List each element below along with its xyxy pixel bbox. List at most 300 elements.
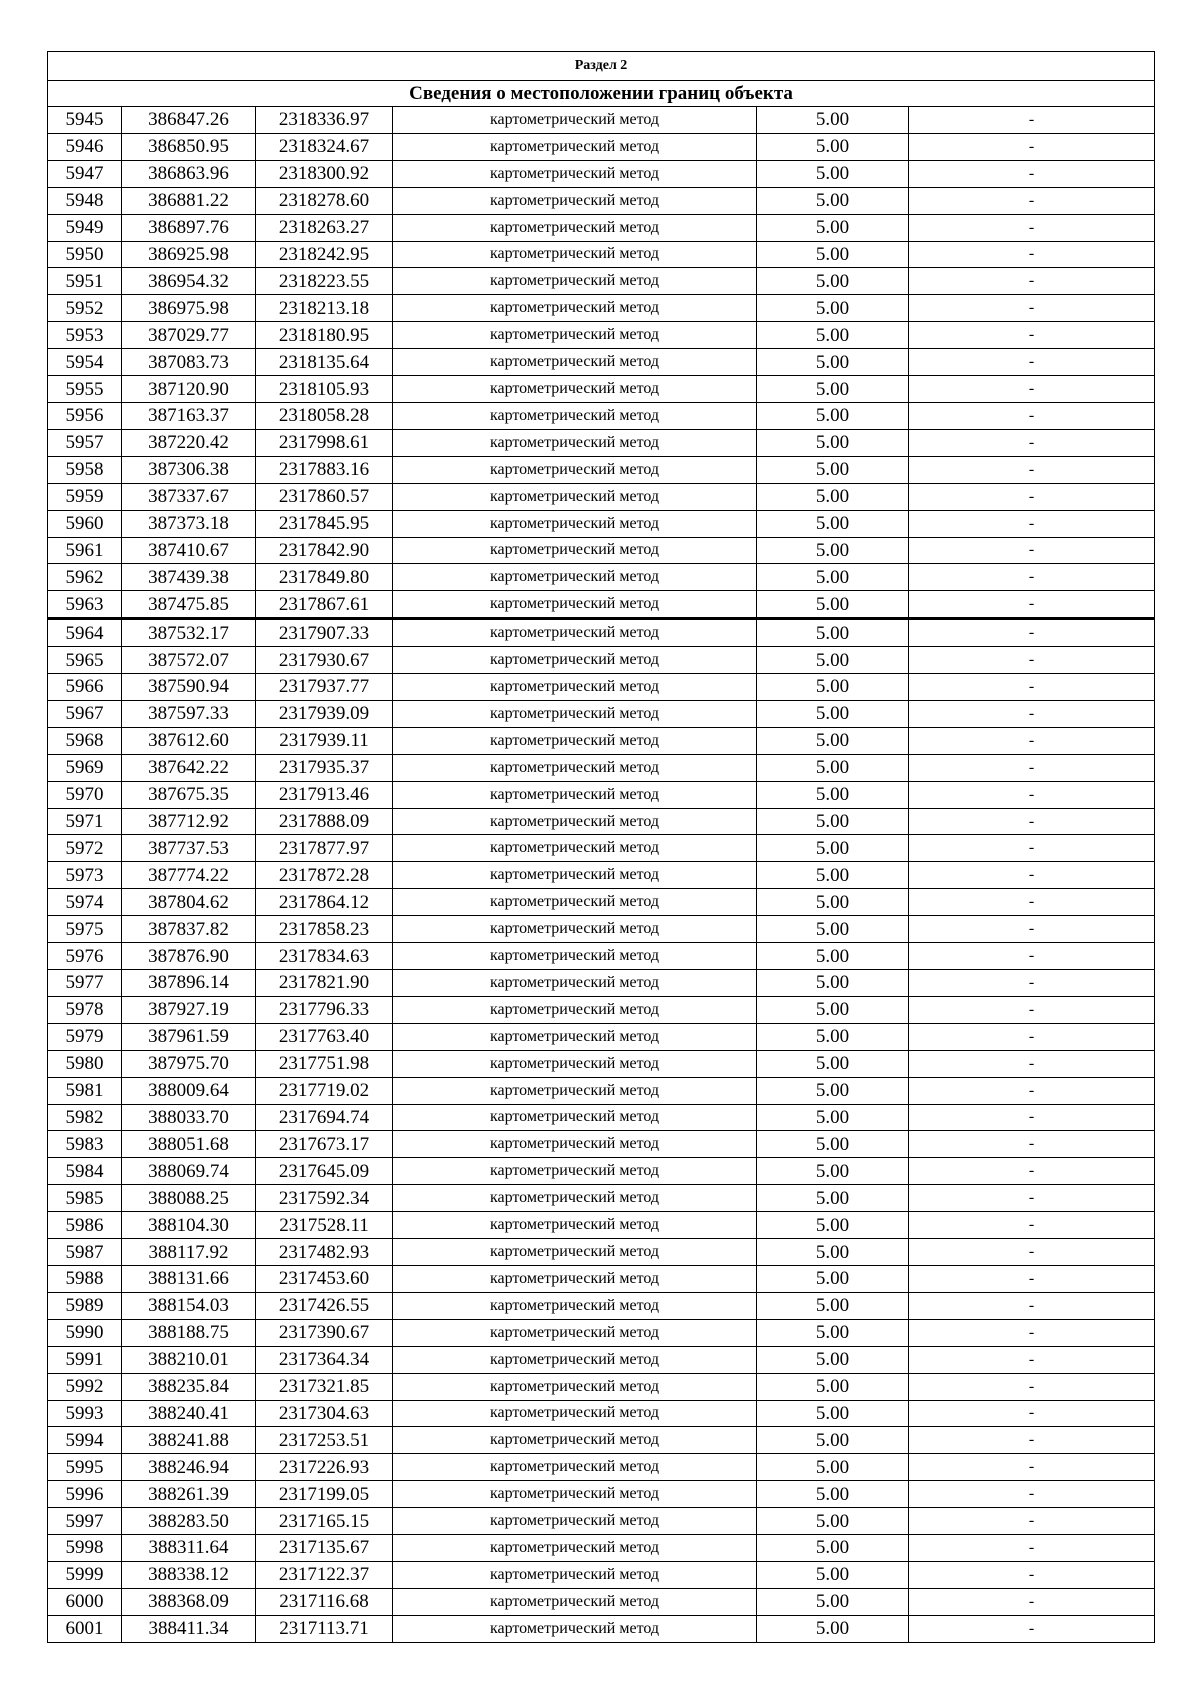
method-cell: картометрический метод — [393, 456, 757, 483]
x-coordinate-cell: 388117.92 — [122, 1239, 256, 1266]
y-coordinate-cell: 2317842.90 — [256, 537, 393, 564]
accuracy-cell: 5.00 — [757, 727, 909, 754]
description-cell: - — [909, 1131, 1155, 1158]
y-coordinate-cell: 2317226.93 — [256, 1454, 393, 1481]
table-row — [48, 133, 1155, 160]
table-row — [48, 268, 1155, 295]
point-number-cell: 5974 — [48, 889, 122, 916]
table-row — [48, 754, 1155, 781]
description-cell: - — [909, 754, 1155, 781]
description-cell: - — [909, 1185, 1155, 1212]
method-cell: картометрический метод — [393, 322, 757, 349]
coordinates-table — [47, 51, 1155, 1643]
x-coordinate-cell: 388246.94 — [122, 1454, 256, 1481]
accuracy-cell: 5.00 — [757, 537, 909, 564]
point-number-cell: 5963 — [48, 591, 122, 619]
table-row — [48, 1400, 1155, 1427]
x-coordinate-cell: 387712.92 — [122, 808, 256, 835]
x-coordinate-cell: 388051.68 — [122, 1131, 256, 1158]
y-coordinate-cell: 2317321.85 — [256, 1373, 393, 1400]
y-coordinate-cell: 2317528.11 — [256, 1212, 393, 1239]
table-row — [48, 943, 1155, 970]
accuracy-cell: 5.00 — [757, 1158, 909, 1185]
method-cell: картометрический метод — [393, 376, 757, 403]
x-coordinate-cell: 387590.94 — [122, 674, 256, 701]
accuracy-cell: 5.00 — [757, 591, 909, 619]
accuracy-cell: 5.00 — [757, 295, 909, 322]
y-coordinate-cell: 2317390.67 — [256, 1319, 393, 1346]
table-row — [48, 862, 1155, 889]
x-coordinate-cell: 387975.70 — [122, 1050, 256, 1077]
table-row — [48, 916, 1155, 943]
point-number-cell: 5985 — [48, 1185, 122, 1212]
y-coordinate-cell: 2317939.11 — [256, 727, 393, 754]
table-row — [48, 537, 1155, 564]
point-number-cell: 5967 — [48, 700, 122, 727]
accuracy-cell: 5.00 — [757, 1346, 909, 1373]
y-coordinate-cell: 2317645.09 — [256, 1158, 393, 1185]
method-cell: картометрический метод — [393, 1615, 757, 1642]
x-coordinate-cell: 387737.53 — [122, 835, 256, 862]
method-cell: картометрический метод — [393, 1050, 757, 1077]
accuracy-cell: 5.00 — [757, 1077, 909, 1104]
table-row — [48, 1588, 1155, 1615]
method-cell: картометрический метод — [393, 349, 757, 376]
table-row — [48, 1292, 1155, 1319]
table-row — [48, 349, 1155, 376]
x-coordinate-cell: 387804.62 — [122, 889, 256, 916]
method-cell: картометрический метод — [393, 564, 757, 591]
table-row — [48, 429, 1155, 456]
accuracy-cell: 5.00 — [757, 483, 909, 510]
table-row — [48, 160, 1155, 187]
x-coordinate-cell: 387896.14 — [122, 970, 256, 997]
y-coordinate-cell: 2317122.37 — [256, 1561, 393, 1588]
y-coordinate-cell: 2317888.09 — [256, 808, 393, 835]
method-cell: картометрический метод — [393, 700, 757, 727]
description-cell: - — [909, 674, 1155, 701]
accuracy-cell: 5.00 — [757, 1050, 909, 1077]
point-number-cell: 5968 — [48, 727, 122, 754]
y-coordinate-cell: 2318180.95 — [256, 322, 393, 349]
method-cell: картометрический метод — [393, 1158, 757, 1185]
y-coordinate-cell: 2317253.51 — [256, 1427, 393, 1454]
x-coordinate-cell: 387876.90 — [122, 943, 256, 970]
table-row — [48, 187, 1155, 214]
x-coordinate-cell: 388210.01 — [122, 1346, 256, 1373]
y-coordinate-cell: 2317751.98 — [256, 1050, 393, 1077]
point-number-cell: 5982 — [48, 1104, 122, 1131]
point-number-cell: 5998 — [48, 1535, 122, 1562]
accuracy-cell: 5.00 — [757, 781, 909, 808]
y-coordinate-cell: 2317883.16 — [256, 456, 393, 483]
point-number-cell: 5960 — [48, 510, 122, 537]
method-cell: картометрический метод — [393, 160, 757, 187]
table-row — [48, 674, 1155, 701]
method-cell: картометрический метод — [393, 1131, 757, 1158]
point-number-cell: 5948 — [48, 187, 122, 214]
accuracy-cell: 5.00 — [757, 808, 909, 835]
description-cell: - — [909, 268, 1155, 295]
method-cell: картометрический метод — [393, 1588, 757, 1615]
y-coordinate-cell: 2317763.40 — [256, 1023, 393, 1050]
x-coordinate-cell: 386975.98 — [122, 295, 256, 322]
x-coordinate-cell: 388009.64 — [122, 1077, 256, 1104]
x-coordinate-cell: 388188.75 — [122, 1319, 256, 1346]
description-cell: - — [909, 1454, 1155, 1481]
accuracy-cell: 5.00 — [757, 1615, 909, 1642]
table-row — [48, 241, 1155, 268]
accuracy-cell: 5.00 — [757, 1239, 909, 1266]
description-cell: - — [909, 970, 1155, 997]
point-number-cell: 5987 — [48, 1239, 122, 1266]
description-cell: - — [909, 1077, 1155, 1104]
method-cell: картометрический метод — [393, 1346, 757, 1373]
description-cell: - — [909, 429, 1155, 456]
point-number-cell: 5947 — [48, 160, 122, 187]
accuracy-cell: 5.00 — [757, 1104, 909, 1131]
point-number-cell: 5945 — [48, 107, 122, 134]
accuracy-cell: 5.00 — [757, 619, 909, 647]
accuracy-cell: 5.00 — [757, 1427, 909, 1454]
accuracy-cell: 5.00 — [757, 133, 909, 160]
description-cell: - — [909, 349, 1155, 376]
x-coordinate-cell: 388088.25 — [122, 1185, 256, 1212]
method-cell: картометрический метод — [393, 808, 757, 835]
x-coordinate-cell: 387306.38 — [122, 456, 256, 483]
x-coordinate-cell: 387961.59 — [122, 1023, 256, 1050]
accuracy-cell: 5.00 — [757, 1265, 909, 1292]
description-cell: - — [909, 160, 1155, 187]
accuracy-cell: 5.00 — [757, 1373, 909, 1400]
point-number-cell: 5984 — [48, 1158, 122, 1185]
accuracy-cell: 5.00 — [757, 674, 909, 701]
table-row — [48, 214, 1155, 241]
table-row — [48, 808, 1155, 835]
description-cell: - — [909, 943, 1155, 970]
method-cell: картометрический метод — [393, 996, 757, 1023]
y-coordinate-cell: 2317426.55 — [256, 1292, 393, 1319]
x-coordinate-cell: 388241.88 — [122, 1427, 256, 1454]
description-cell: - — [909, 510, 1155, 537]
y-coordinate-cell: 2317304.63 — [256, 1400, 393, 1427]
y-coordinate-cell: 2317453.60 — [256, 1265, 393, 1292]
accuracy-cell: 5.00 — [757, 700, 909, 727]
accuracy-cell: 5.00 — [757, 889, 909, 916]
description-cell: - — [909, 591, 1155, 619]
x-coordinate-cell: 387373.18 — [122, 510, 256, 537]
description-cell: - — [909, 1319, 1155, 1346]
description-cell: - — [909, 1292, 1155, 1319]
x-coordinate-cell: 388311.64 — [122, 1535, 256, 1562]
accuracy-cell: 5.00 — [757, 241, 909, 268]
table-row — [48, 322, 1155, 349]
method-cell: картометрический метод — [393, 1427, 757, 1454]
method-cell: картометрический метод — [393, 268, 757, 295]
description-cell: - — [909, 564, 1155, 591]
section-subtitle-row — [48, 81, 1155, 107]
point-number-cell: 6001 — [48, 1615, 122, 1642]
table-row — [48, 376, 1155, 403]
description-cell: - — [909, 1400, 1155, 1427]
description-cell: - — [909, 1265, 1155, 1292]
point-number-cell: 5969 — [48, 754, 122, 781]
x-coordinate-cell: 388235.84 — [122, 1373, 256, 1400]
table-body — [48, 52, 1155, 1643]
point-number-cell: 5966 — [48, 674, 122, 701]
method-cell: картометрический метод — [393, 1454, 757, 1481]
table-row — [48, 1023, 1155, 1050]
method-cell: картометрический метод — [393, 483, 757, 510]
x-coordinate-cell: 388104.30 — [122, 1212, 256, 1239]
y-coordinate-cell: 2318300.92 — [256, 160, 393, 187]
point-number-cell: 5958 — [48, 456, 122, 483]
y-coordinate-cell: 2317845.95 — [256, 510, 393, 537]
description-cell: - — [909, 1346, 1155, 1373]
accuracy-cell: 5.00 — [757, 754, 909, 781]
accuracy-cell: 5.00 — [757, 1023, 909, 1050]
method-cell: картометрический метод — [393, 862, 757, 889]
point-number-cell: 5975 — [48, 916, 122, 943]
description-cell: - — [909, 133, 1155, 160]
x-coordinate-cell: 387774.22 — [122, 862, 256, 889]
x-coordinate-cell: 387337.67 — [122, 483, 256, 510]
point-number-cell: 5992 — [48, 1373, 122, 1400]
point-number-cell: 5946 — [48, 133, 122, 160]
y-coordinate-cell: 2317864.12 — [256, 889, 393, 916]
description-cell: - — [909, 916, 1155, 943]
table-row — [48, 727, 1155, 754]
x-coordinate-cell: 386863.96 — [122, 160, 256, 187]
table-row — [48, 1535, 1155, 1562]
table-row — [48, 1131, 1155, 1158]
table-row — [48, 1158, 1155, 1185]
description-cell: - — [909, 1050, 1155, 1077]
accuracy-cell: 5.00 — [757, 1535, 909, 1562]
table-row — [48, 1077, 1155, 1104]
accuracy-cell: 5.00 — [757, 349, 909, 376]
y-coordinate-cell: 2318263.27 — [256, 214, 393, 241]
table-row — [48, 970, 1155, 997]
method-cell: картометрический метод — [393, 241, 757, 268]
y-coordinate-cell: 2317867.61 — [256, 591, 393, 619]
y-coordinate-cell: 2318278.60 — [256, 187, 393, 214]
description-cell: - — [909, 781, 1155, 808]
y-coordinate-cell: 2317860.57 — [256, 483, 393, 510]
method-cell: картометрический метод — [393, 647, 757, 674]
y-coordinate-cell: 2317872.28 — [256, 862, 393, 889]
accuracy-cell: 5.00 — [757, 322, 909, 349]
accuracy-cell: 5.00 — [757, 970, 909, 997]
point-number-cell: 5959 — [48, 483, 122, 510]
table-row — [48, 1104, 1155, 1131]
y-coordinate-cell: 2317796.33 — [256, 996, 393, 1023]
table-row — [48, 510, 1155, 537]
description-cell: - — [909, 187, 1155, 214]
description-cell: - — [909, 889, 1155, 916]
point-number-cell: 5965 — [48, 647, 122, 674]
table-row — [48, 564, 1155, 591]
table-row — [48, 483, 1155, 510]
method-cell: картометрический метод — [393, 1185, 757, 1212]
x-coordinate-cell: 386881.22 — [122, 187, 256, 214]
y-coordinate-cell: 2318324.67 — [256, 133, 393, 160]
accuracy-cell: 5.00 — [757, 564, 909, 591]
method-cell: картометрический метод — [393, 916, 757, 943]
point-number-cell: 5955 — [48, 376, 122, 403]
y-coordinate-cell: 2317834.63 — [256, 943, 393, 970]
description-cell: - — [909, 727, 1155, 754]
y-coordinate-cell: 2318135.64 — [256, 349, 393, 376]
method-cell: картометрический метод — [393, 970, 757, 997]
y-coordinate-cell: 2317592.34 — [256, 1185, 393, 1212]
accuracy-cell: 5.00 — [757, 376, 909, 403]
table-row — [48, 1454, 1155, 1481]
table-row — [48, 996, 1155, 1023]
method-cell: картометрический метод — [393, 1508, 757, 1535]
table-row — [48, 835, 1155, 862]
point-number-cell: 5986 — [48, 1212, 122, 1239]
table-row — [48, 1050, 1155, 1077]
point-number-cell: 5971 — [48, 808, 122, 835]
accuracy-cell: 5.00 — [757, 996, 909, 1023]
x-coordinate-cell: 388154.03 — [122, 1292, 256, 1319]
description-cell: - — [909, 214, 1155, 241]
method-cell: картометрический метод — [393, 295, 757, 322]
section-subtitle: Сведения о местоположении границ объекта — [48, 81, 1155, 107]
accuracy-cell: 5.00 — [757, 1292, 909, 1319]
method-cell: картометрический метод — [393, 619, 757, 647]
description-cell: - — [909, 295, 1155, 322]
x-coordinate-cell: 386850.95 — [122, 133, 256, 160]
method-cell: картометрический метод — [393, 537, 757, 564]
point-number-cell: 5976 — [48, 943, 122, 970]
point-number-cell: 5980 — [48, 1050, 122, 1077]
x-coordinate-cell: 386954.32 — [122, 268, 256, 295]
x-coordinate-cell: 387163.37 — [122, 402, 256, 429]
point-number-cell: 5990 — [48, 1319, 122, 1346]
y-coordinate-cell: 2318105.93 — [256, 376, 393, 403]
y-coordinate-cell: 2317673.17 — [256, 1131, 393, 1158]
point-number-cell: 5991 — [48, 1346, 122, 1373]
method-cell: картометрический метод — [393, 1239, 757, 1266]
table-row — [48, 1346, 1155, 1373]
accuracy-cell: 5.00 — [757, 187, 909, 214]
point-number-cell: 5956 — [48, 402, 122, 429]
table-row — [48, 1212, 1155, 1239]
method-cell: картометрический метод — [393, 214, 757, 241]
point-number-cell: 5964 — [48, 619, 122, 647]
method-cell: картометрический метод — [393, 1481, 757, 1508]
description-cell: - — [909, 537, 1155, 564]
description-cell: - — [909, 376, 1155, 403]
y-coordinate-cell: 2317694.74 — [256, 1104, 393, 1131]
point-number-cell: 5997 — [48, 1508, 122, 1535]
x-coordinate-cell: 387837.82 — [122, 916, 256, 943]
point-number-cell: 5989 — [48, 1292, 122, 1319]
accuracy-cell: 5.00 — [757, 1588, 909, 1615]
point-number-cell: 5973 — [48, 862, 122, 889]
accuracy-cell: 5.00 — [757, 268, 909, 295]
accuracy-cell: 5.00 — [757, 1212, 909, 1239]
description-cell: - — [909, 1588, 1155, 1615]
description-cell: - — [909, 456, 1155, 483]
method-cell: картометрический метод — [393, 402, 757, 429]
point-number-cell: 5954 — [48, 349, 122, 376]
description-cell: - — [909, 1023, 1155, 1050]
x-coordinate-cell: 388033.70 — [122, 1104, 256, 1131]
section-header-row — [48, 52, 1155, 81]
x-coordinate-cell: 388131.66 — [122, 1265, 256, 1292]
description-cell: - — [909, 402, 1155, 429]
point-number-cell: 5995 — [48, 1454, 122, 1481]
accuracy-cell: 5.00 — [757, 647, 909, 674]
method-cell: картометрический метод — [393, 1265, 757, 1292]
x-coordinate-cell: 387083.73 — [122, 349, 256, 376]
point-number-cell: 5951 — [48, 268, 122, 295]
x-coordinate-cell: 388338.12 — [122, 1561, 256, 1588]
description-cell: - — [909, 241, 1155, 268]
point-number-cell: 5972 — [48, 835, 122, 862]
y-coordinate-cell: 2317113.71 — [256, 1615, 393, 1642]
method-cell: картометрический метод — [393, 187, 757, 214]
table-row — [48, 591, 1155, 619]
point-number-cell: 6000 — [48, 1588, 122, 1615]
y-coordinate-cell: 2317907.33 — [256, 619, 393, 647]
description-cell: - — [909, 483, 1155, 510]
description-cell: - — [909, 1239, 1155, 1266]
table-row — [48, 295, 1155, 322]
method-cell: картометрический метод — [393, 781, 757, 808]
accuracy-cell: 5.00 — [757, 1131, 909, 1158]
accuracy-cell: 5.00 — [757, 916, 909, 943]
method-cell: картометрический метод — [393, 429, 757, 456]
description-cell: - — [909, 1158, 1155, 1185]
table-row — [48, 889, 1155, 916]
x-coordinate-cell: 388368.09 — [122, 1588, 256, 1615]
accuracy-cell: 5.00 — [757, 160, 909, 187]
method-cell: картометрический метод — [393, 1373, 757, 1400]
y-coordinate-cell: 2317821.90 — [256, 970, 393, 997]
description-cell: - — [909, 1535, 1155, 1562]
table-row — [48, 456, 1155, 483]
method-cell: картометрический метод — [393, 674, 757, 701]
point-number-cell: 5999 — [48, 1561, 122, 1588]
x-coordinate-cell: 387532.17 — [122, 619, 256, 647]
point-number-cell: 5983 — [48, 1131, 122, 1158]
point-number-cell: 5950 — [48, 241, 122, 268]
table-row — [48, 700, 1155, 727]
point-number-cell: 5957 — [48, 429, 122, 456]
x-coordinate-cell: 387642.22 — [122, 754, 256, 781]
table-row — [48, 1319, 1155, 1346]
table-row — [48, 402, 1155, 429]
description-cell: - — [909, 862, 1155, 889]
y-coordinate-cell: 2317364.34 — [256, 1346, 393, 1373]
point-number-cell: 5996 — [48, 1481, 122, 1508]
x-coordinate-cell: 387597.33 — [122, 700, 256, 727]
x-coordinate-cell: 387120.90 — [122, 376, 256, 403]
table-row — [48, 781, 1155, 808]
description-cell: - — [909, 808, 1155, 835]
point-number-cell: 5981 — [48, 1077, 122, 1104]
method-cell: картометрический метод — [393, 1561, 757, 1588]
description-cell: - — [909, 1104, 1155, 1131]
y-coordinate-cell: 2317116.68 — [256, 1588, 393, 1615]
table-row — [48, 1373, 1155, 1400]
y-coordinate-cell: 2318213.18 — [256, 295, 393, 322]
point-number-cell: 5994 — [48, 1427, 122, 1454]
